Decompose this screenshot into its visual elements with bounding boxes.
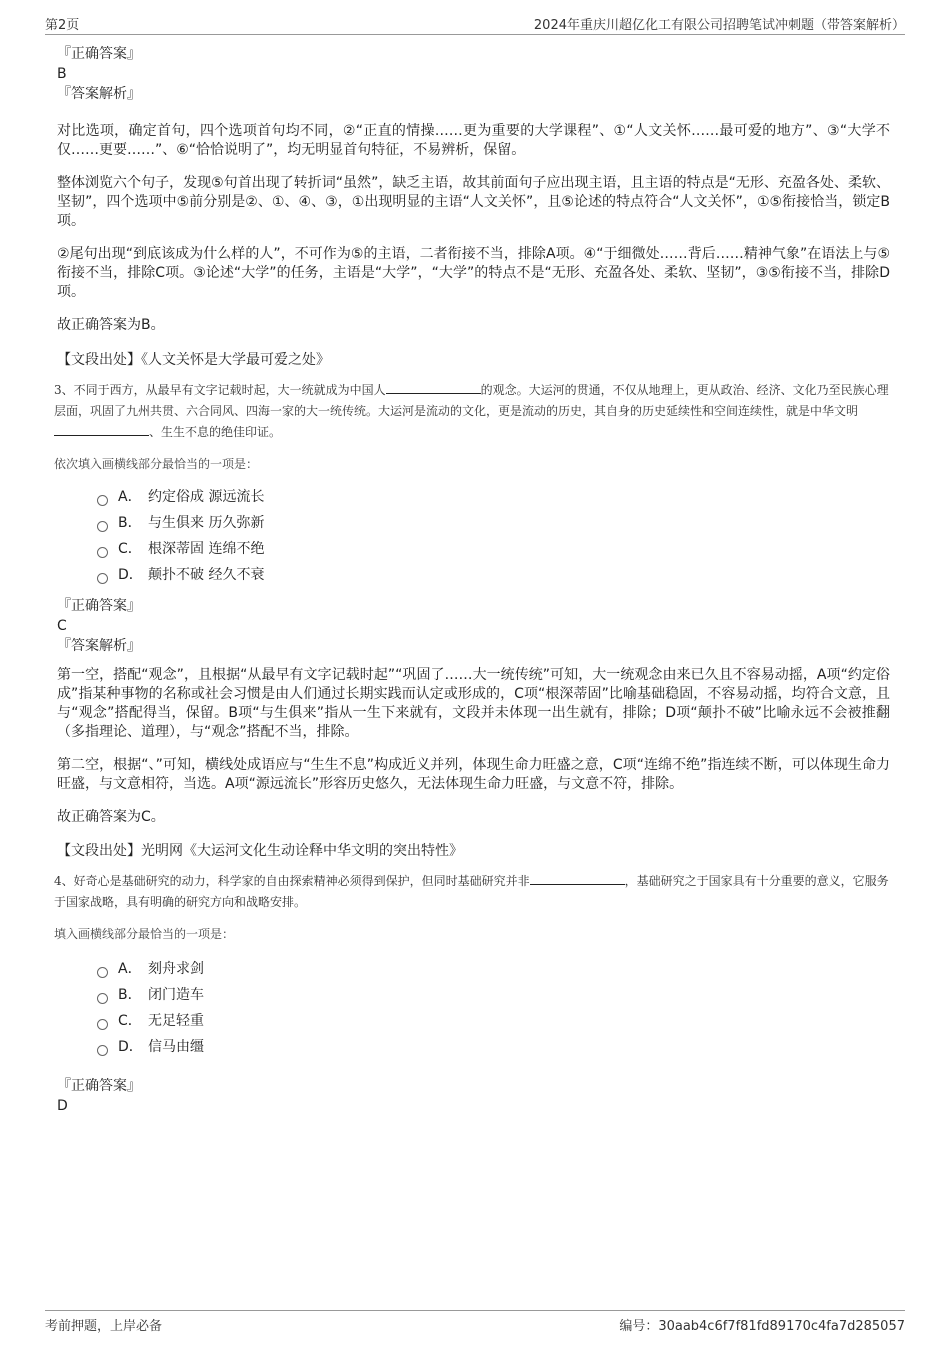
analysis-paragraph: 第一空，搭配“观念”，且根据“从最早有文字记载时起”“巩固了……大一统传统”可知，大一统观念由来已久且不容易动摇，A项“约定俗成”指某种事物的名称或社会习惯是由人们通过长期实践而认定或形成的，C项“根深蒂固”比喻基础稳固，不容易动摇，均符合文意，且与“观念”搭配得当，保留。B项“与生俱来”指从一生下来就有，文段并未体现一出生就有，排除；D项“颠扑不破”比喻永远不会被推翻（多指理论、道理），与“观念”搭配不当，排除。 (57, 667, 890, 740)
option-c[interactable]: C． 根深蒂固 连绵不绝 (97, 536, 890, 562)
options-list (97, 956, 890, 1060)
options-list (97, 484, 890, 588)
option-d[interactable]: D． 颠扑不破 经久不衰 (97, 562, 890, 588)
question-prompt: 依次填入画横线部分最恰当的一项是： (54, 457, 259, 471)
source-citation: 【文段出处】光明网《大运河文化生动诠释中华文明的突出特性》 (57, 843, 463, 859)
source-citation: 【文段出处】《人文关怀是大学最可爱之处》 (57, 352, 330, 368)
option-a[interactable]: A． 约定俗成 源远流长 (97, 484, 890, 510)
radio-icon[interactable] (97, 573, 108, 584)
analysis-paragraph: ②尾句出现“到底该成为什么样的人”，不可作为⑤的主语，二者衔接不当，排除A项。④“于细微处……背后……精神气象”在语法上与⑤衔接不当，排除C项。③论述“大学”的任务，主语是“大学”，“大学”的特点不是“无形、充盈各处、柔软、坚韧”，③⑤衔接不当，排除D项。 (57, 246, 890, 300)
option-c[interactable]: C． 无足轻重 (97, 1008, 890, 1034)
analysis-label: 『答案解析』 (57, 86, 141, 102)
question-prompt: 填入画横线部分最恰当的一项是： (54, 927, 235, 941)
answer-label: 『正确答案』 (57, 46, 141, 62)
page-footer (45, 1310, 905, 1333)
answer-value: D (57, 1098, 68, 1114)
answer-value: B (57, 66, 67, 82)
document-code: 编号：30aab4c6f7f81fd89170c4fa7d285057 (619, 1319, 905, 1334)
option-b[interactable]: B． 闭门造车 (97, 982, 890, 1008)
analysis-paragraph: 整体浏览六个句子，发现⑤句首出现了转折词“虽然”，缺乏主语，故其前面句子应出现主语，且主语的特点是“无形、充盈各处、柔软、坚韧”，四个选项中⑤前分别是②、①、④、③，①出现明显的主语“人文关怀”，且⑤论述的特点符合“人文关怀”，①⑤衔接恰当，锁定B项。 (57, 175, 890, 229)
question-3-text: 3、不同于西方，从最早有文字记载时起，大一统就成为中国人 的观念。大运河的贯通，不仅从地理上，更从政治、经济、文化乃至民族心理层面，巩固了九州共贯、六合同风、四海一家的大一统传统。大运河是流动的文化，更是流动的历史，其自身的历史延续性和空间连续性，就是中华文明、生生不息的绝佳印证。 (54, 383, 889, 439)
answer-label: 『正确答案』 (57, 598, 141, 614)
radio-icon[interactable] (97, 1019, 108, 1030)
page-number: 第2页 (45, 18, 80, 33)
answer-label: 『正确答案』 (57, 1078, 141, 1094)
radio-icon[interactable] (97, 521, 108, 532)
analysis-paragraph: 对比选项，确定首句，四个选项首句均不同，②“正直的情操……更为重要的大学课程”、①“人文关怀……最可爱的地方”、③“大学不仅……更要……”、⑥“恰恰说明了”，均无明显首句特征，不易辨析，保留。 (57, 123, 890, 158)
question-4-text: 4、好奇心是基础研究的动力，科学家的自由探索精神必须得到保护，但同时基础研究并非 ，基础研究之于国家具有十分重要的意义，它服务于国家战略，具有明确的研究方向和战略安排。 (54, 874, 889, 909)
conclusion: 故正确答案为B。 (57, 317, 165, 333)
answer-value: C (57, 618, 67, 634)
fill-blank (386, 381, 481, 394)
radio-icon[interactable] (97, 1045, 108, 1056)
option-d[interactable]: D． 信马由缰 (97, 1034, 890, 1060)
analysis-paragraph: 第二空，根据“、”可知，横线处成语应与“生生不息”构成近义并列，体现生命力旺盛之意，C项“连绵不绝”指连续不断，可以体现生命力旺盛，与文意相符，当选。A项“源远流长”形容历史悠久，无法体现生命力旺盛，与文意不符，排除。 (57, 757, 890, 792)
document-title: 2024年重庆川超亿化工有限公司招聘笔试冲刺题（带答案解析） (533, 18, 905, 33)
conclusion: 故正确答案为C。 (57, 809, 165, 825)
fill-blank (54, 423, 149, 436)
footer-slogan: 考前押题，上岸必备 (45, 1319, 163, 1334)
option-b[interactable]: B． 与生俱来 历久弥新 (97, 510, 890, 536)
radio-icon[interactable] (97, 495, 108, 506)
page-header (45, 12, 905, 35)
option-a[interactable]: A． 刻舟求剑 (97, 956, 890, 982)
radio-icon[interactable] (97, 967, 108, 978)
analysis-label: 『答案解析』 (57, 638, 141, 654)
radio-icon[interactable] (97, 547, 108, 558)
fill-blank (530, 872, 625, 885)
document-body (54, 44, 890, 1116)
radio-icon[interactable] (97, 993, 108, 1004)
